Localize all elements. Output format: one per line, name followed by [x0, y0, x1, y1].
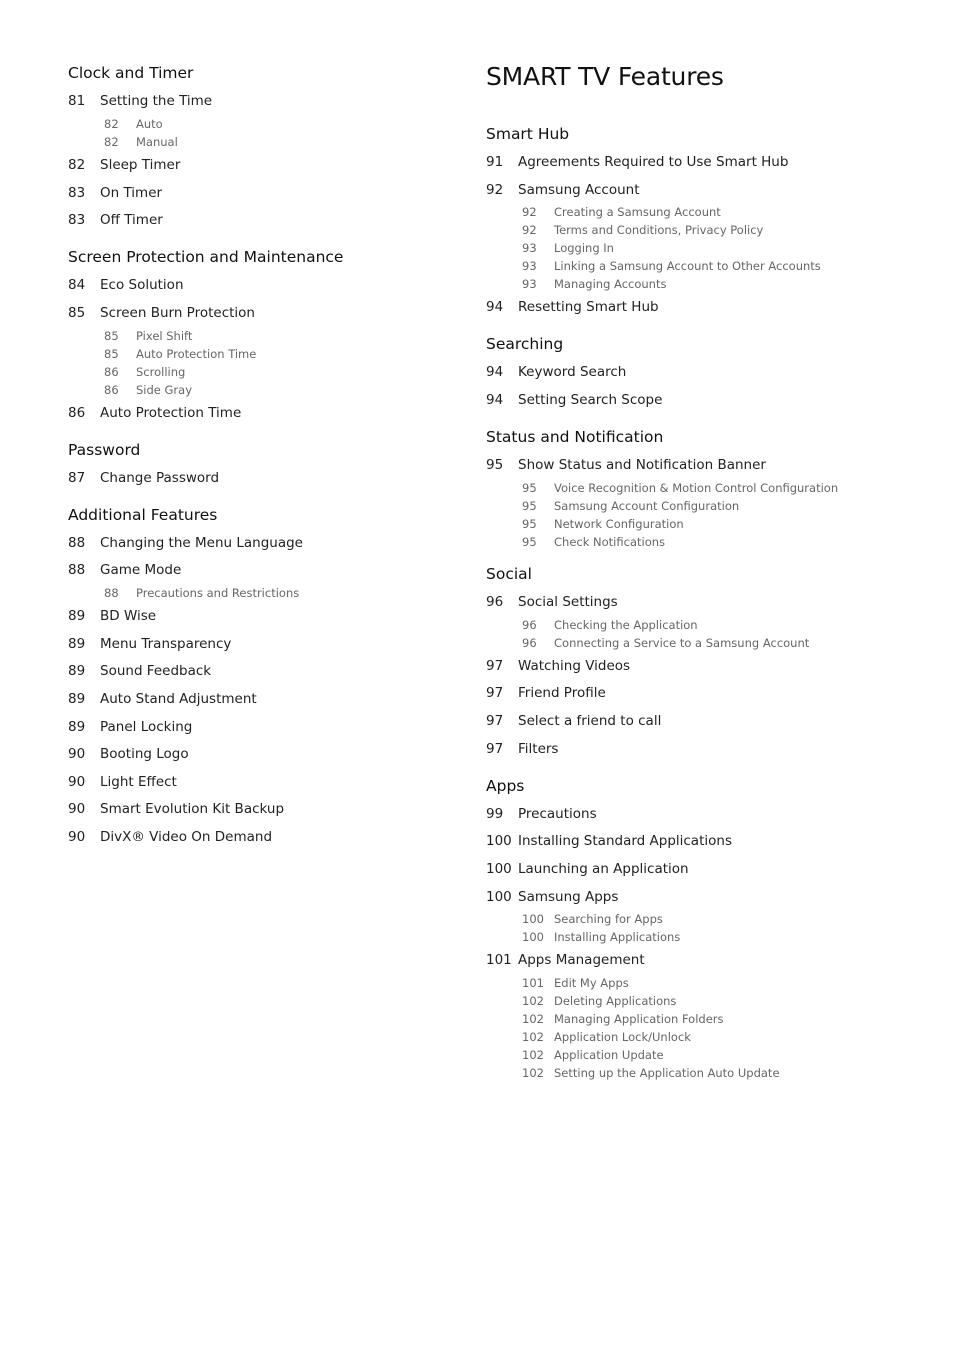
entry-title: Checking the Application: [554, 618, 698, 632]
entry-title: Select a friend to call: [518, 713, 662, 729]
page-number: 99: [486, 806, 504, 822]
page-number: 95: [486, 457, 504, 473]
entry-title: Precautions: [518, 806, 597, 822]
page-number: 89: [68, 691, 86, 707]
page-number: 94: [486, 299, 504, 315]
page-number: 100: [522, 930, 544, 944]
entry-title: Connecting a Service to a Samsung Account: [554, 636, 810, 650]
section-heading-password: Password: [68, 441, 141, 459]
entry-title: Installing Applications: [554, 930, 681, 944]
page-number: 97: [486, 685, 504, 701]
page-number: 93: [522, 259, 537, 273]
page-number: 97: [486, 658, 504, 674]
page-number: 100: [486, 861, 512, 877]
entry-title: Change Password: [100, 470, 220, 486]
entry-title: Changing the Menu Language: [100, 535, 303, 551]
page-number: 83: [68, 212, 86, 228]
page-number: 90: [68, 829, 86, 845]
page-number: 85: [104, 329, 119, 343]
entry-title: Booting Logo: [100, 746, 189, 762]
page-number: 88: [68, 562, 86, 578]
page-number: 94: [486, 392, 504, 408]
entry-title: Friend Profile: [518, 685, 606, 701]
entry-title: Apps Management: [518, 952, 645, 968]
entry-title: Auto Protection Time: [136, 347, 257, 361]
entry-title: Searching for Apps: [554, 912, 663, 926]
entry-title: Filters: [518, 741, 559, 757]
page-number: 88: [104, 586, 119, 600]
entry-title: Launching an Application: [518, 861, 689, 877]
section-heading-screen-protection-and-maintenance: Screen Protection and Maintenance: [68, 248, 344, 266]
entry-title: Edit My Apps: [554, 976, 629, 990]
page-number: 102: [522, 1012, 544, 1026]
entry-title: DivX® Video On Demand: [100, 829, 273, 845]
entry-title: Side Gray: [136, 383, 193, 397]
section-heading-additional-features: Additional Features: [68, 506, 218, 524]
page-number: 102: [522, 994, 544, 1008]
entry-title: Auto Stand Adjustment: [100, 691, 257, 707]
entry-title: Sound Feedback: [100, 663, 212, 679]
page-number: 89: [68, 608, 86, 624]
page-number: 97: [486, 713, 504, 729]
page-number: 95: [522, 535, 537, 549]
page-number: 93: [522, 241, 537, 255]
entry-title: Pixel Shift: [136, 329, 193, 343]
page-number: 96: [522, 618, 537, 632]
entry-title: Linking a Samsung Account to Other Accounts: [554, 259, 821, 273]
page-number: 92: [486, 182, 504, 198]
entry-title: Light Effect: [100, 774, 177, 790]
entry-title: Terms and Conditions, Privacy Policy: [554, 223, 764, 237]
page-number: 91: [486, 154, 504, 170]
page-number: 93: [522, 277, 537, 291]
page-number: 83: [68, 185, 86, 201]
entry-title: Application Update: [554, 1048, 664, 1062]
entry-title: Agreements Required to Use Smart Hub: [518, 154, 789, 170]
page-number: 100: [522, 912, 544, 926]
section-heading-social: Social: [486, 565, 532, 583]
entry-title: Keyword Search: [518, 364, 627, 380]
page-number: 102: [522, 1030, 544, 1044]
entry-title: Eco Solution: [100, 277, 184, 293]
entry-title: Panel Locking: [100, 719, 193, 735]
page-number: 92: [522, 205, 537, 219]
page-number: 90: [68, 801, 86, 817]
page-number: 85: [104, 347, 119, 361]
entry-title: Managing Application Folders: [554, 1012, 724, 1026]
section-heading-smart-hub: Smart Hub: [486, 125, 570, 143]
entry-title: Deleting Applications: [554, 994, 677, 1008]
page-number: 102: [522, 1048, 544, 1062]
page-number: 89: [68, 719, 86, 735]
entry-title: Resetting Smart Hub: [518, 299, 659, 315]
entry-title: Setting the Time: [100, 93, 213, 109]
entry-title: Auto Protection Time: [100, 405, 242, 421]
entry-title: Managing Accounts: [554, 277, 667, 291]
entry-title: Show Status and Notification Banner: [518, 457, 766, 473]
section-heading-status-and-notification: Status and Notification: [486, 428, 664, 446]
entry-title: Samsung Account: [518, 182, 640, 198]
entry-title: BD Wise: [100, 608, 157, 624]
entry-title: Logging In: [554, 241, 614, 255]
page-number: 95: [522, 517, 537, 531]
entry-title: Game Mode: [100, 562, 182, 578]
page-number: 81: [68, 93, 86, 109]
entry-title: Samsung Account Configuration: [554, 499, 740, 513]
page-number: 94: [486, 364, 504, 380]
page-number: 89: [68, 636, 86, 652]
page-number: 90: [68, 774, 86, 790]
page-number: 95: [522, 481, 537, 495]
entry-title: Creating a Samsung Account: [554, 205, 721, 219]
entry-title: Network Configuration: [554, 517, 684, 531]
page-number: 88: [68, 535, 86, 551]
section-heading-clock-and-timer: Clock and Timer: [68, 64, 194, 82]
entry-title: Setting Search Scope: [518, 392, 663, 408]
page-number: 86: [104, 365, 119, 379]
entry-title: Sleep Timer: [100, 157, 181, 173]
page-number: 87: [68, 470, 86, 486]
entry-title: Scrolling: [136, 365, 186, 379]
entry-title: On Timer: [100, 185, 163, 201]
entry-title: Voice Recognition & Motion Control Configuration: [554, 481, 839, 495]
section-heading-apps: Apps: [486, 777, 525, 795]
page-number: 101: [522, 976, 544, 990]
page-number: 85: [68, 305, 86, 321]
page-number: 96: [486, 594, 504, 610]
page-number: 84: [68, 277, 86, 293]
page-number: 100: [486, 889, 512, 905]
page-number: 86: [104, 383, 119, 397]
page-number: 89: [68, 663, 86, 679]
page-number: 82: [104, 117, 119, 131]
page-number: 90: [68, 746, 86, 762]
page-number: 97: [486, 741, 504, 757]
entry-title: Application Lock/Unlock: [554, 1030, 691, 1044]
entry-title: Check Notifications: [554, 535, 666, 549]
entry-title: Manual: [136, 135, 178, 149]
entry-title: Watching Videos: [518, 658, 631, 674]
entry-title: Social Settings: [518, 594, 618, 610]
entry-title: Installing Standard Applications: [518, 833, 732, 849]
section-heading-searching: Searching: [486, 335, 564, 353]
page-number: 82: [68, 157, 86, 173]
entry-title: Menu Transparency: [100, 636, 232, 652]
page-number: 86: [68, 405, 86, 421]
entry-title: Screen Burn Protection: [100, 305, 255, 321]
page-number: 82: [104, 135, 119, 149]
page-number: 92: [522, 223, 537, 237]
page-number: 100: [486, 833, 512, 849]
entry-title: Samsung Apps: [518, 889, 619, 905]
page-number: 101: [486, 952, 512, 968]
page-number: 96: [522, 636, 537, 650]
chapter-title: SMART TV Features: [486, 62, 724, 91]
entry-title: Auto: [136, 117, 163, 131]
page-number: 95: [522, 499, 537, 513]
entry-title: Setting up the Application Auto Update: [554, 1066, 780, 1080]
entry-title: Off Timer: [100, 212, 163, 228]
entry-title: Smart Evolution Kit Backup: [100, 801, 285, 817]
page-number: 102: [522, 1066, 544, 1080]
entry-title: Precautions and Restrictions: [136, 586, 300, 600]
